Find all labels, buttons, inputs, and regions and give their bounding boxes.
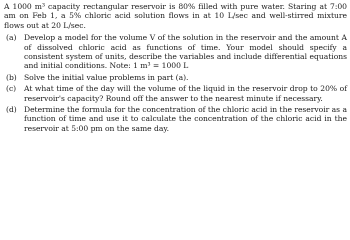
part-c xyxy=(4,84,347,103)
part-c-text: At what time of the day will the volume of the liquid in the reservoir drop to 20% of reservoir's capacity? Round off the answer to the nearest minute if necessary. xyxy=(24,84,347,103)
part-b xyxy=(4,73,347,82)
part-c-label: (c) xyxy=(6,84,17,94)
part-b-text: Solve the initial value problems in part (a). xyxy=(24,72,189,82)
problem-parts xyxy=(4,33,347,133)
part-b-label: (b) xyxy=(6,72,17,82)
part-d xyxy=(4,105,347,133)
problem-text xyxy=(4,2,347,135)
part-a-text: Develop a model for the volume V of the solution in the reservoir and the amount A of dissolved chloric acid as functions of time. Your model should specify a consistent system of units, describe the variables and include differential equations and initial conditions. Note: 1 m³ = 1000 L xyxy=(24,33,347,71)
part-a-label: (a) xyxy=(6,33,17,43)
part-d-label: (d) xyxy=(6,105,17,115)
problem-intro: A 1000 m³ capacity rectangular reservoir is 80% filled with pure water. Staring at 7:00 am on Feb 1, a 5% chloric acid solution flows in at 10 L/sec and well-stirred mixture flows out at 20 L/sec. xyxy=(4,2,347,30)
part-d-text: Determine the formula for the concentration of the chloric acid in the reservoir as a function of time and use it to calculate the concentration of the chloric acid in the reservoir at 5:00 pm on the same day. xyxy=(24,105,347,133)
part-a xyxy=(4,33,347,71)
